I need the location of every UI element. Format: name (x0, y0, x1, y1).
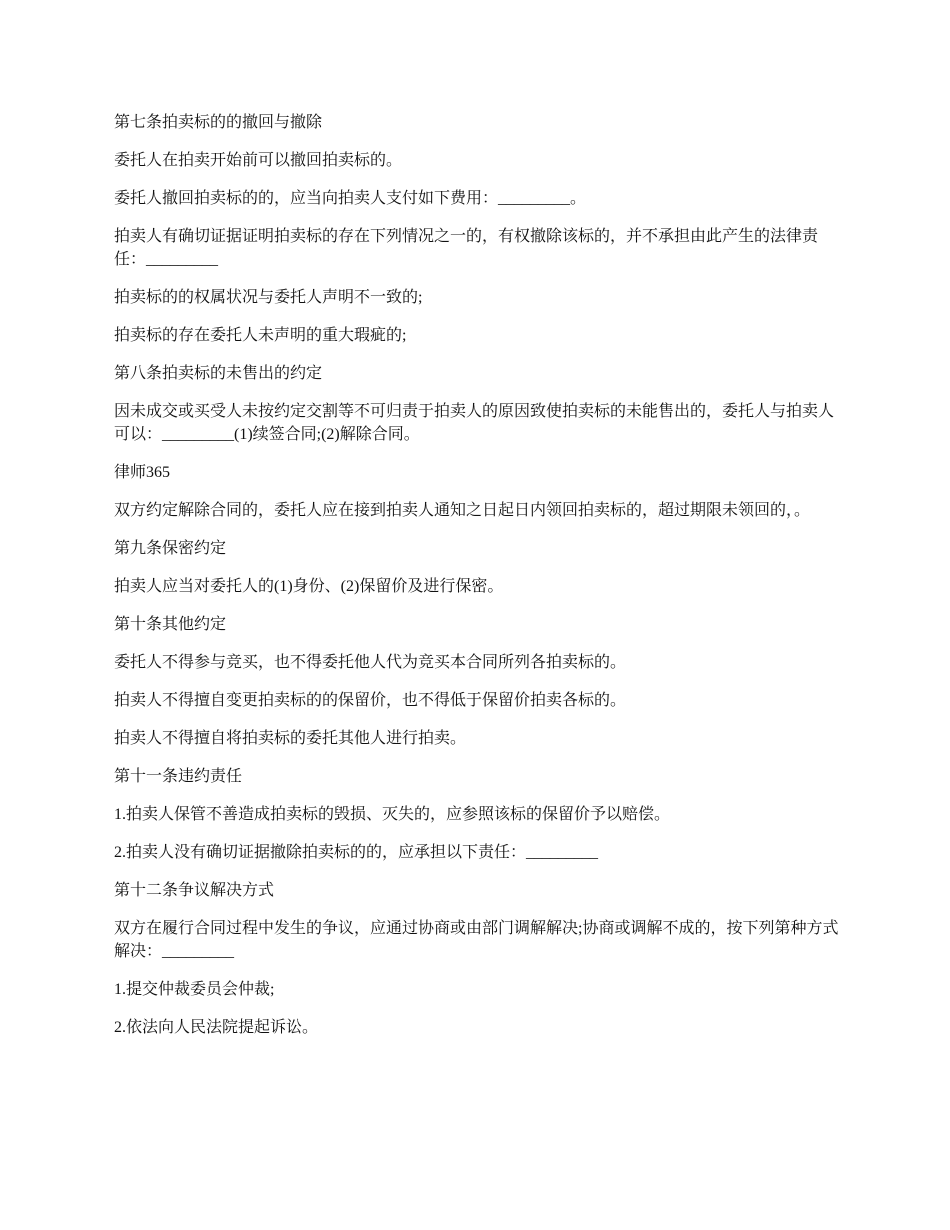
document-body (114, 111, 842, 1054)
article-7-heading: 第七条拍卖标的的撤回与撤除 (114, 114, 323, 131)
paragraph: 委托人撤回拍卖标的的，应当向拍卖人支付如下费用：_________。 (114, 190, 587, 207)
article-9-heading: 第九条保密约定 (114, 540, 227, 557)
paragraph: 拍卖标的的权属状况与委托人声明不一致的; (114, 289, 423, 306)
paragraph: 1.拍卖人保管不善造成拍卖标的毁损、灭失的，应参照该标的保留价予以赔偿。 (114, 806, 671, 823)
paragraph: 拍卖人有确切证据证明拍卖标的存在下列情况之一的，有权撤除该标的，并不承担由此产生的法律责任：_________ (114, 228, 819, 268)
article-8-heading: 第八条拍卖标的未售出的约定 (114, 365, 323, 382)
paragraph: 拍卖人不得擅自将拍卖标的委托其他人进行拍卖。 (114, 730, 467, 747)
paragraph: 委托人不得参与竞买，也不得委托他人代为竞买本合同所列各拍卖标的。 (114, 654, 627, 671)
article-12-heading: 第十二条争议解决方式 (114, 882, 275, 899)
paragraph: 拍卖标的存在委托人未声明的重大瑕疵的; (114, 327, 407, 344)
article-10-heading: 第十条其他约定 (114, 616, 227, 633)
source-label: 律师365 (114, 464, 171, 481)
article-11-heading: 第十一条违约责任 (114, 768, 243, 785)
paragraph: 因未成交或买受人未按约定交割等不可归责于拍卖人的原因致使拍卖标的未能售出的，委托人与拍卖人可以：_________(1)续签合同;(2)解除合同。 (114, 403, 835, 443)
paragraph: 委托人在拍卖开始前可以撤回拍卖标的。 (114, 152, 403, 169)
paragraph: 拍卖人应当对委托人的(1)身份、(2)保留价及进行保密。 (114, 578, 504, 595)
paragraph: 双方约定解除合同的，委托人应在接到拍卖人通知之日起日内领回拍卖标的，超过期限未领回的，。 (114, 502, 811, 519)
paragraph: 2.依法向人民法院提起诉讼。 (114, 1019, 319, 1036)
paragraph: 双方在履行合同过程中发生的争议，应通过协商或由部门调解解决;协商或调解不成的，按下列第种方式解决：_________ (114, 920, 839, 960)
paragraph: 拍卖人不得擅自变更拍卖标的的保留价，也不得低于保留价拍卖各标的。 (114, 692, 627, 709)
paragraph: 1.提交仲裁委员会仲裁; (114, 981, 275, 998)
paragraph: 2.拍卖人没有确切证据撤除拍卖标的的，应承担以下责任：_________ (114, 844, 599, 861)
